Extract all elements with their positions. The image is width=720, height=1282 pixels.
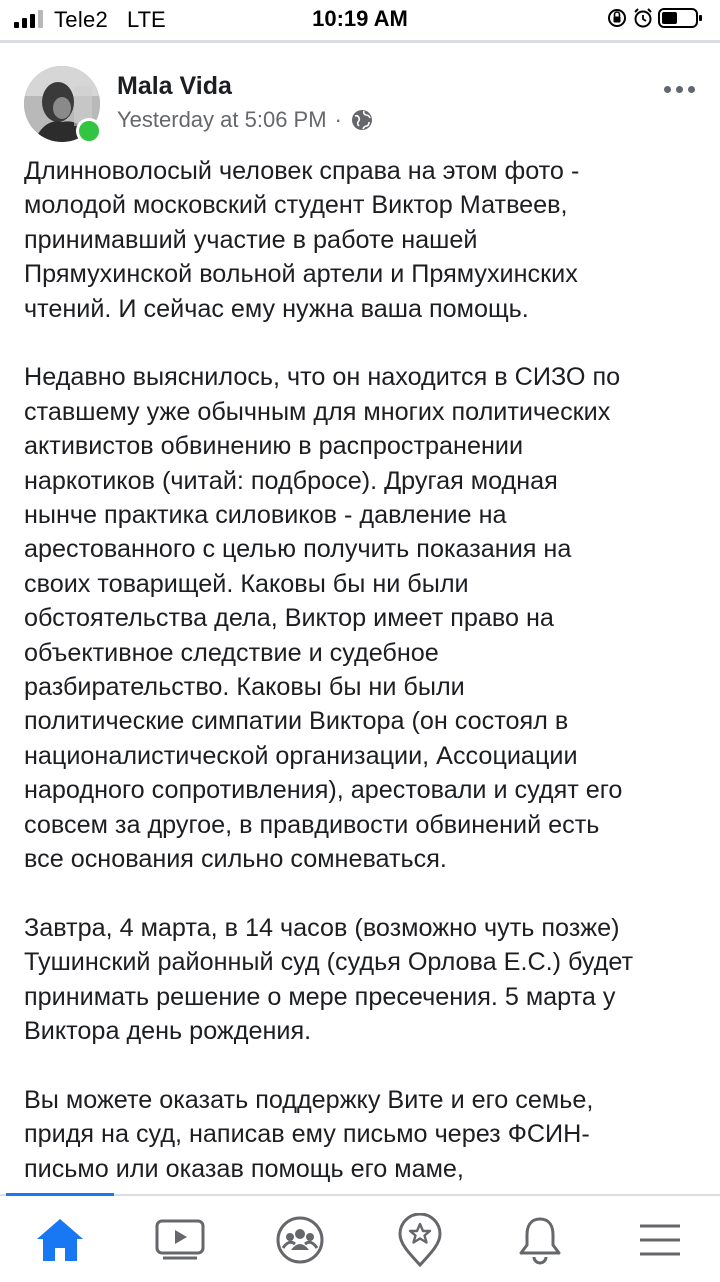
post-paragraph-4: Вы можете оказать поддержку Вите и его семье, придя на суд, написав ему письмо через ФСИН- письмо или оказав помощь его маме, [24, 1085, 594, 1183]
network-type: LTE [127, 7, 166, 32]
home-icon [35, 1217, 85, 1263]
post-author-name[interactable]: Mala Vida [117, 72, 232, 100]
rotation-lock-icon [606, 7, 628, 29]
bottom-tab-bar [0, 1194, 720, 1282]
online-status-indicator [76, 118, 102, 144]
meta-separator: · [334, 107, 342, 132]
pages-icon [397, 1213, 443, 1267]
alarm-icon [632, 7, 654, 29]
menu-icon [638, 1222, 682, 1258]
battery-icon [658, 7, 704, 29]
tab-groups[interactable] [270, 1210, 330, 1270]
post-timestamp[interactable]: Yesterday at 5:06 PM [117, 107, 327, 132]
active-tab-indicator [6, 1193, 114, 1196]
post-paragraph-1: Длинноволосый человек справа на этом фото - молодой московский студент Виктор Матвеев, принимавший участие в работе нашей Прямухинской вольной артели и Прямухинских чтений. И сейчас ему нужна ваша помощь. [24, 157, 580, 323]
tab-notifications[interactable] [510, 1210, 570, 1270]
notifications-icon [517, 1215, 563, 1265]
post-meta [117, 107, 374, 133]
watch-icon [155, 1219, 205, 1261]
tab-watch[interactable] [150, 1210, 210, 1270]
post-paragraph-2: Недавно выяснилось, что он находится в СИЗО по ставшему уже обычным для многих политических активистов обвинению в распространении наркотиков (читай: подбросе). Другая модная нынче практика силовиков - давление на арестованного с целью получить показания на своих товарищей. Каковы бы ни были обстоятельства дела, Виктор имеет право на объективное следствие и судебное разбирательство. Каковы бы ни были политические симпатии Виктора (он состоял в националистической организации, Ассоциации народного сопротивления), арестовали и судят его совсем за другое, в правдивости обвинений есть все основания сильно сомневаться. [24, 363, 623, 874]
status-bar [0, 0, 720, 40]
globe-icon [350, 108, 374, 132]
tab-pages[interactable] [390, 1210, 450, 1270]
top-divider [0, 40, 720, 43]
groups-icon [275, 1215, 325, 1265]
carrier-name: Tele2 [54, 7, 109, 32]
tab-home[interactable] [30, 1210, 90, 1270]
status-icons [606, 7, 706, 31]
post-text [24, 154, 704, 1221]
post-paragraph-3: Завтра, 4 марта, в 14 часов (возможно чуть позже) Тушинский районный суд (судья Орлова Е.С.) будет принимать решение о мере пресечения. 5 марта у Виктора день рождения. [24, 913, 634, 1046]
more-options-icon[interactable] [664, 83, 698, 97]
status-time: 10:19 AM [312, 6, 408, 31]
tab-menu[interactable] [630, 1210, 690, 1270]
